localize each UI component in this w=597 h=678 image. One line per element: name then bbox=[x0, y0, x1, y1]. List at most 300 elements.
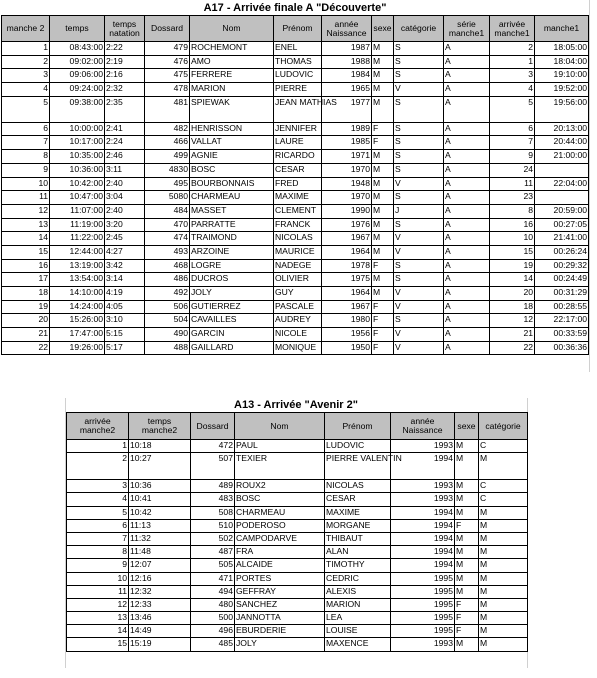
cell-dossard: 494 bbox=[191, 585, 235, 598]
cell-nom: HENRISSON bbox=[190, 122, 274, 136]
cell-sexe: M bbox=[372, 287, 394, 301]
cell-categorie: M bbox=[479, 506, 528, 519]
cell-manche1: 18:05:00 bbox=[535, 42, 589, 56]
cell-arrivee-manche2: 15 bbox=[67, 638, 129, 651]
cell-categorie: M bbox=[479, 598, 528, 611]
cell-sexe: M bbox=[372, 232, 394, 246]
cell-temps-natation: 2:46 bbox=[105, 150, 145, 164]
column-header-prenom: Prénom bbox=[274, 16, 322, 42]
cell-manche1: 20:13:00 bbox=[535, 122, 589, 136]
cell-manche-2: 7 bbox=[2, 136, 50, 150]
cell-serie-manche1: A bbox=[444, 245, 490, 259]
cell-nom: BOSC bbox=[190, 163, 274, 177]
cell-sexe: M bbox=[455, 453, 479, 480]
cell-temps-natation: 2:32 bbox=[105, 83, 145, 97]
cell-prenom: AUDREY bbox=[274, 314, 322, 328]
cell-manche-2: 10 bbox=[2, 177, 50, 191]
cell-sexe: F bbox=[455, 519, 479, 532]
cell-categorie: S bbox=[394, 163, 444, 177]
cell-serie-manche1: A bbox=[444, 314, 490, 328]
cell-nom: PORTES bbox=[235, 572, 325, 585]
cell-annee-naissance: 1970 bbox=[322, 163, 372, 177]
cell-sexe: F bbox=[372, 259, 394, 273]
cell-annee-naissance: 1993 bbox=[391, 638, 455, 651]
cell-temps-natation: 3:14 bbox=[105, 273, 145, 287]
cell-temps: 09:24:00 bbox=[50, 83, 105, 97]
cell-temps-natation: 2:24 bbox=[105, 136, 145, 150]
cell-sexe: M bbox=[372, 150, 394, 164]
cell-serie-manche1: A bbox=[444, 55, 490, 69]
cell-serie-manche1: A bbox=[444, 163, 490, 177]
cell-nom: SPIEWAK bbox=[190, 96, 274, 122]
cell-manche1 bbox=[535, 163, 589, 177]
table-row bbox=[2, 341, 589, 355]
cell-manche1: 21:00:00 bbox=[535, 150, 589, 164]
cell-sexe: M bbox=[372, 218, 394, 232]
cell-dossard: 474 bbox=[145, 232, 190, 246]
cell-temps-natation: 2:41 bbox=[105, 122, 145, 136]
cell-categorie: C bbox=[479, 440, 528, 453]
cell-serie-manche1: A bbox=[444, 96, 490, 122]
cell-dossard: 5080 bbox=[145, 191, 190, 205]
cell-arrivee-manche1: 9 bbox=[490, 150, 535, 164]
cell-temps: 10:00:00 bbox=[50, 122, 105, 136]
cell-categorie: C bbox=[479, 480, 528, 493]
cell-arrivee-manche1: 6 bbox=[490, 122, 535, 136]
cell-serie-manche1: A bbox=[444, 177, 490, 191]
cell-annee-naissance: 1970 bbox=[322, 191, 372, 205]
cell-dossard: 490 bbox=[145, 328, 190, 342]
table-row bbox=[2, 83, 589, 97]
cell-serie-manche1: A bbox=[444, 150, 490, 164]
cell-nom: DUCROS bbox=[190, 273, 274, 287]
cell-dossard: 482 bbox=[145, 122, 190, 136]
cell-temps-manche2: 11:48 bbox=[129, 546, 191, 559]
cell-manche1: 19:52:00 bbox=[535, 83, 589, 97]
cell-temps-manche2: 12:33 bbox=[129, 598, 191, 611]
cell-nom: VALLAT bbox=[190, 136, 274, 150]
cell-nom: MASSET bbox=[190, 204, 274, 218]
cell-temps-manche2: 12:07 bbox=[129, 559, 191, 572]
cell-categorie: M bbox=[479, 546, 528, 559]
cell-arrivee-manche2: 9 bbox=[67, 559, 129, 572]
cell-annee-naissance: 1976 bbox=[322, 218, 372, 232]
cell-manche1: 00:24:49 bbox=[535, 273, 589, 287]
cell-dossard: 507 bbox=[191, 453, 235, 480]
cell-nom: TEXIER bbox=[235, 453, 325, 480]
column-header-annee-naissance: année Naissance bbox=[322, 16, 372, 42]
cell-temps-natation: 4:19 bbox=[105, 287, 145, 301]
cell-nom: AMO bbox=[190, 55, 274, 69]
cell-nom: PARRATTE bbox=[190, 218, 274, 232]
cell-manche1: 19:56:00 bbox=[535, 96, 589, 122]
cell-dossard: 478 bbox=[145, 83, 190, 97]
cell-arrivee-manche1: 1 bbox=[490, 55, 535, 69]
cell-temps: 10:36:00 bbox=[50, 163, 105, 177]
column-header-sexe: sexe bbox=[372, 16, 394, 42]
cell-annee-naissance: 1990 bbox=[322, 204, 372, 218]
cell-temps: 17:47:00 bbox=[50, 328, 105, 342]
cell-temps: 09:02:00 bbox=[50, 55, 105, 69]
cell-sexe: F bbox=[372, 341, 394, 355]
cell-annee-naissance: 1994 bbox=[391, 519, 455, 532]
table1-title: A17 - Arrivée finale A "Découverte" bbox=[203, 2, 387, 14]
cell-categorie: M bbox=[479, 638, 528, 651]
cell-categorie: V bbox=[394, 83, 444, 97]
cell-categorie: V bbox=[394, 177, 444, 191]
table2-title: A13 - Arrivée "Avenir 2" bbox=[234, 399, 358, 411]
cell-temps: 08:43:00 bbox=[50, 42, 105, 56]
cell-temps: 10:42:00 bbox=[50, 177, 105, 191]
cell-categorie: V bbox=[394, 232, 444, 246]
table-row bbox=[2, 122, 589, 136]
cell-prenom: FRANCK bbox=[274, 218, 322, 232]
cell-categorie: M bbox=[479, 585, 528, 598]
cell-nom: CAMPODARVE bbox=[235, 532, 325, 545]
cell-sexe: M bbox=[455, 559, 479, 572]
cell-serie-manche1: A bbox=[444, 42, 490, 56]
cell-manche-2: 6 bbox=[2, 122, 50, 136]
table-row bbox=[2, 328, 589, 342]
cell-nom: JANNOTTA bbox=[235, 612, 325, 625]
cell-sexe: M bbox=[372, 273, 394, 287]
cell-manche-2: 22 bbox=[2, 341, 50, 355]
cell-dossard: 476 bbox=[145, 55, 190, 69]
cell-dossard: 466 bbox=[145, 136, 190, 150]
cell-temps-manche2: 10:18 bbox=[129, 440, 191, 453]
cell-dossard: 471 bbox=[191, 572, 235, 585]
column-header-serie-manche1: série manche1 bbox=[444, 16, 490, 42]
table-row bbox=[67, 638, 528, 651]
cell-manche-2: 1 bbox=[2, 42, 50, 56]
cell-temps-natation: 2:35 bbox=[105, 96, 145, 122]
cell-categorie: M bbox=[479, 625, 528, 638]
cell-serie-manche1: A bbox=[444, 273, 490, 287]
cell-annee-naissance: 1975 bbox=[322, 273, 372, 287]
cell-temps-natation: 3:11 bbox=[105, 163, 145, 177]
cell-prenom: CESAR bbox=[274, 163, 322, 177]
cell-serie-manche1: A bbox=[444, 287, 490, 301]
cell-sexe: F bbox=[455, 612, 479, 625]
arrival-table-avenir bbox=[66, 412, 528, 652]
cell-temps: 14:24:00 bbox=[50, 300, 105, 314]
cell-annee-naissance: 1993 bbox=[391, 440, 455, 453]
cell-manche1: 00:26:24 bbox=[535, 245, 589, 259]
table-row bbox=[67, 480, 528, 493]
cell-nom: GEFFRAY bbox=[235, 585, 325, 598]
cell-manche-2: 11 bbox=[2, 191, 50, 205]
cell-arrivee-manche1: 14 bbox=[490, 273, 535, 287]
cell-prenom: RICARDO bbox=[274, 150, 322, 164]
table-row bbox=[2, 232, 589, 246]
cell-manche-2: 9 bbox=[2, 163, 50, 177]
table-row bbox=[67, 572, 528, 585]
cell-arrivee-manche1: 8 bbox=[490, 204, 535, 218]
cell-nom: GUTIERREZ bbox=[190, 300, 274, 314]
cell-temps-natation: 4:05 bbox=[105, 300, 145, 314]
cell-prenom: NICOLE bbox=[274, 328, 322, 342]
cell-categorie: S bbox=[394, 259, 444, 273]
cell-categorie: M bbox=[479, 532, 528, 545]
cell-manche-2: 20 bbox=[2, 314, 50, 328]
table-row bbox=[2, 96, 589, 122]
cell-dossard: 493 bbox=[145, 245, 190, 259]
cell-annee-naissance: 1994 bbox=[391, 506, 455, 519]
cell-categorie: V bbox=[394, 300, 444, 314]
cell-sexe: M bbox=[455, 506, 479, 519]
cell-sexe: M bbox=[455, 572, 479, 585]
cell-prenom: NICOLAS bbox=[325, 480, 391, 493]
cell-dossard: 506 bbox=[145, 300, 190, 314]
table-row bbox=[67, 493, 528, 506]
cell-categorie: C bbox=[479, 493, 528, 506]
cell-annee-naissance: 1980 bbox=[322, 314, 372, 328]
cell-manche1: 22:04:00 bbox=[535, 177, 589, 191]
cell-sexe: M bbox=[372, 177, 394, 191]
cell-dossard: 488 bbox=[145, 341, 190, 355]
cell-prenom: MAXENCE bbox=[325, 638, 391, 651]
column-header-temps: temps bbox=[50, 16, 105, 42]
cell-temps-natation: 3:04 bbox=[105, 191, 145, 205]
cell-temps-natation: 2:40 bbox=[105, 204, 145, 218]
cell-dossard: 499 bbox=[145, 150, 190, 164]
cell-nom: SANCHEZ bbox=[235, 598, 325, 611]
cell-manche1: 00:36:36 bbox=[535, 341, 589, 355]
cell-prenom: LOUISE bbox=[325, 625, 391, 638]
cell-nom: ROUX2 bbox=[235, 480, 325, 493]
cell-manche1: 21:41:00 bbox=[535, 232, 589, 246]
table-row bbox=[67, 598, 528, 611]
cell-annee-naissance: 1985 bbox=[322, 136, 372, 150]
cell-temps: 09:06:00 bbox=[50, 69, 105, 83]
cell-prenom: TIMOTHY bbox=[325, 559, 391, 572]
cell-arrivee-manche2: 2 bbox=[67, 453, 129, 480]
cell-nom: PODEROSO bbox=[235, 519, 325, 532]
cell-arrivee-manche1: 21 bbox=[490, 328, 535, 342]
cell-dossard: 472 bbox=[191, 440, 235, 453]
cell-serie-manche1: A bbox=[444, 191, 490, 205]
cell-categorie: S bbox=[394, 191, 444, 205]
cell-manche-2: 14 bbox=[2, 232, 50, 246]
cell-arrivee-manche1: 22 bbox=[490, 341, 535, 355]
cell-prenom: PIERRE bbox=[274, 83, 322, 97]
cell-annee-naissance: 1978 bbox=[322, 259, 372, 273]
column-header-categorie: catégorie bbox=[394, 16, 444, 42]
cell-manche1 bbox=[535, 191, 589, 205]
column-header-arrivee-manche1: arrivée manche1 bbox=[490, 16, 535, 42]
cell-prenom: NADEGE bbox=[274, 259, 322, 273]
column-header-arrivee-manche2: arrivée manche2 bbox=[67, 413, 129, 440]
cell-arrivee-manche2: 12 bbox=[67, 598, 129, 611]
cell-arrivee-manche1: 24 bbox=[490, 163, 535, 177]
table-row bbox=[67, 546, 528, 559]
cell-annee-naissance: 1994 bbox=[391, 559, 455, 572]
table-row bbox=[2, 42, 589, 56]
cell-temps: 09:38:00 bbox=[50, 96, 105, 122]
cell-prenom: THOMAS bbox=[274, 55, 322, 69]
cell-temps-natation: 3:10 bbox=[105, 314, 145, 328]
cell-nom: GARCIN bbox=[190, 328, 274, 342]
column-header-dossard: Dossard bbox=[191, 413, 235, 440]
cell-sexe: M bbox=[372, 204, 394, 218]
cell-categorie: V bbox=[394, 341, 444, 355]
cell-nom: CHARMEAU bbox=[235, 506, 325, 519]
cell-nom: GAILLARD bbox=[190, 341, 274, 355]
cell-prenom: CESAR bbox=[325, 493, 391, 506]
cell-nom: AGNIE bbox=[190, 150, 274, 164]
column-header-manche-2: manche 2 bbox=[2, 16, 50, 42]
cell-arrivee-manche2: 8 bbox=[67, 546, 129, 559]
cell-annee-naissance: 1964 bbox=[322, 287, 372, 301]
cell-prenom: MAURICE bbox=[274, 245, 322, 259]
cell-arrivee-manche1: 12 bbox=[490, 314, 535, 328]
cell-dossard: 505 bbox=[191, 559, 235, 572]
cell-prenom: OLIVIER bbox=[274, 273, 322, 287]
cell-temps: 11:07:00 bbox=[50, 204, 105, 218]
cell-temps: 14:10:00 bbox=[50, 287, 105, 301]
table-row bbox=[2, 300, 589, 314]
cell-prenom: NICOLAS bbox=[274, 232, 322, 246]
cell-categorie: M bbox=[479, 612, 528, 625]
cell-temps-natation: 2:22 bbox=[105, 42, 145, 56]
cell-nom: FERRERE bbox=[190, 69, 274, 83]
cell-prenom: ENEL bbox=[274, 42, 322, 56]
table-row bbox=[67, 532, 528, 545]
cell-nom: CHARMEAU bbox=[190, 191, 274, 205]
cell-sexe: M bbox=[372, 55, 394, 69]
cell-categorie: V bbox=[394, 287, 444, 301]
cell-sexe: F bbox=[455, 598, 479, 611]
cell-categorie: S bbox=[394, 136, 444, 150]
cell-temps: 11:22:00 bbox=[50, 232, 105, 246]
cell-dossard: 483 bbox=[191, 493, 235, 506]
cell-serie-manche1: A bbox=[444, 69, 490, 83]
table-row bbox=[2, 314, 589, 328]
cell-serie-manche1: A bbox=[444, 218, 490, 232]
column-header-categorie: catégorie bbox=[479, 413, 528, 440]
table-row bbox=[2, 273, 589, 287]
cell-annee-naissance: 1964 bbox=[322, 245, 372, 259]
cell-annee-naissance: 1995 bbox=[391, 612, 455, 625]
cell-dossard: 496 bbox=[191, 625, 235, 638]
column-header-temps-manche2: temps manche2 bbox=[129, 413, 191, 440]
cell-sexe: F bbox=[372, 328, 394, 342]
cell-prenom: MARION bbox=[325, 598, 391, 611]
cell-sexe: F bbox=[372, 314, 394, 328]
cell-nom: MARION bbox=[190, 83, 274, 97]
table-row bbox=[2, 177, 589, 191]
cell-manche1: 00:27:05 bbox=[535, 218, 589, 232]
cell-nom: FRA bbox=[235, 546, 325, 559]
cell-sexe: F bbox=[372, 122, 394, 136]
cell-dossard: 510 bbox=[191, 519, 235, 532]
table-row bbox=[67, 519, 528, 532]
cell-arrivee-manche1: 2 bbox=[490, 42, 535, 56]
cell-dossard: 489 bbox=[191, 480, 235, 493]
cell-manche1: 00:33:59 bbox=[535, 328, 589, 342]
column-header-manche1: manche1 bbox=[535, 16, 589, 42]
cell-sexe: M bbox=[372, 69, 394, 83]
cell-manche-2: 4 bbox=[2, 83, 50, 97]
cell-annee-naissance: 1971 bbox=[322, 150, 372, 164]
cell-arrivee-manche2: 7 bbox=[67, 532, 129, 545]
cell-manche1: 00:28:55 bbox=[535, 300, 589, 314]
cell-arrivee-manche2: 1 bbox=[67, 440, 129, 453]
cell-temps: 19:26:00 bbox=[50, 341, 105, 355]
cell-temps-natation: 2:16 bbox=[105, 69, 145, 83]
table-row bbox=[2, 287, 589, 301]
cell-sexe: M bbox=[372, 42, 394, 56]
cell-categorie: S bbox=[394, 122, 444, 136]
table-row bbox=[67, 440, 528, 453]
cell-categorie: V bbox=[394, 328, 444, 342]
column-header-dossard: Dossard bbox=[145, 16, 190, 42]
column-header-temps-natation: temps natation bbox=[105, 16, 145, 42]
cell-prenom: MONIQUE bbox=[274, 341, 322, 355]
cell-categorie: S bbox=[394, 96, 444, 122]
table-row bbox=[2, 136, 589, 150]
cell-arrivee-manche1: 7 bbox=[490, 136, 535, 150]
cell-serie-manche1: A bbox=[444, 259, 490, 273]
cell-annee-naissance: 1995 bbox=[391, 572, 455, 585]
cell-annee-naissance: 1995 bbox=[391, 585, 455, 598]
cell-categorie: M bbox=[479, 519, 528, 532]
table-row bbox=[67, 453, 528, 480]
cell-dossard: 481 bbox=[145, 96, 190, 122]
table-row bbox=[67, 559, 528, 572]
cell-annee-naissance: 1993 bbox=[391, 480, 455, 493]
cell-arrivee-manche1: 16 bbox=[490, 218, 535, 232]
cell-sexe: M bbox=[455, 532, 479, 545]
cell-annee-naissance: 1967 bbox=[322, 300, 372, 314]
cell-arrivee-manche1: 11 bbox=[490, 177, 535, 191]
cell-arrivee-manche2: 6 bbox=[67, 519, 129, 532]
cell-prenom: CEDRIC bbox=[325, 572, 391, 585]
cell-annee-naissance: 1950 bbox=[322, 341, 372, 355]
cell-dossard: 502 bbox=[191, 532, 235, 545]
cell-prenom: CLEMENT bbox=[274, 204, 322, 218]
cell-annee-naissance: 1956 bbox=[322, 328, 372, 342]
cell-temps: 15:26:00 bbox=[50, 314, 105, 328]
cell-prenom: JEAN MATHIAS bbox=[274, 96, 322, 122]
cell-sexe: M bbox=[372, 163, 394, 177]
cell-prenom: MAXIME bbox=[325, 506, 391, 519]
cell-dossard: 480 bbox=[191, 598, 235, 611]
cell-temps: 13:19:00 bbox=[50, 259, 105, 273]
cell-manche1: 00:31:29 bbox=[535, 287, 589, 301]
cell-temps: 10:35:00 bbox=[50, 150, 105, 164]
cell-annee-naissance: 1993 bbox=[391, 493, 455, 506]
cell-arrivee-manche1: 15 bbox=[490, 245, 535, 259]
cell-dossard: 500 bbox=[191, 612, 235, 625]
cell-temps-manche2: 12:16 bbox=[129, 572, 191, 585]
cell-sexe: M bbox=[455, 440, 479, 453]
cell-sexe: F bbox=[372, 300, 394, 314]
cell-manche-2: 17 bbox=[2, 273, 50, 287]
cell-temps-manche2: 13:46 bbox=[129, 612, 191, 625]
cell-annee-naissance: 1984 bbox=[322, 69, 372, 83]
cell-sexe: M bbox=[455, 493, 479, 506]
cell-temps-natation: 5:15 bbox=[105, 328, 145, 342]
cell-serie-manche1: A bbox=[444, 204, 490, 218]
cell-sexe: M bbox=[455, 638, 479, 651]
cell-categorie: S bbox=[394, 69, 444, 83]
cell-temps-natation: 3:20 bbox=[105, 218, 145, 232]
cell-prenom: LEA bbox=[325, 612, 391, 625]
cell-serie-manche1: A bbox=[444, 341, 490, 355]
cell-manche-2: 2 bbox=[2, 55, 50, 69]
cell-nom: ROCHEMONT bbox=[190, 42, 274, 56]
